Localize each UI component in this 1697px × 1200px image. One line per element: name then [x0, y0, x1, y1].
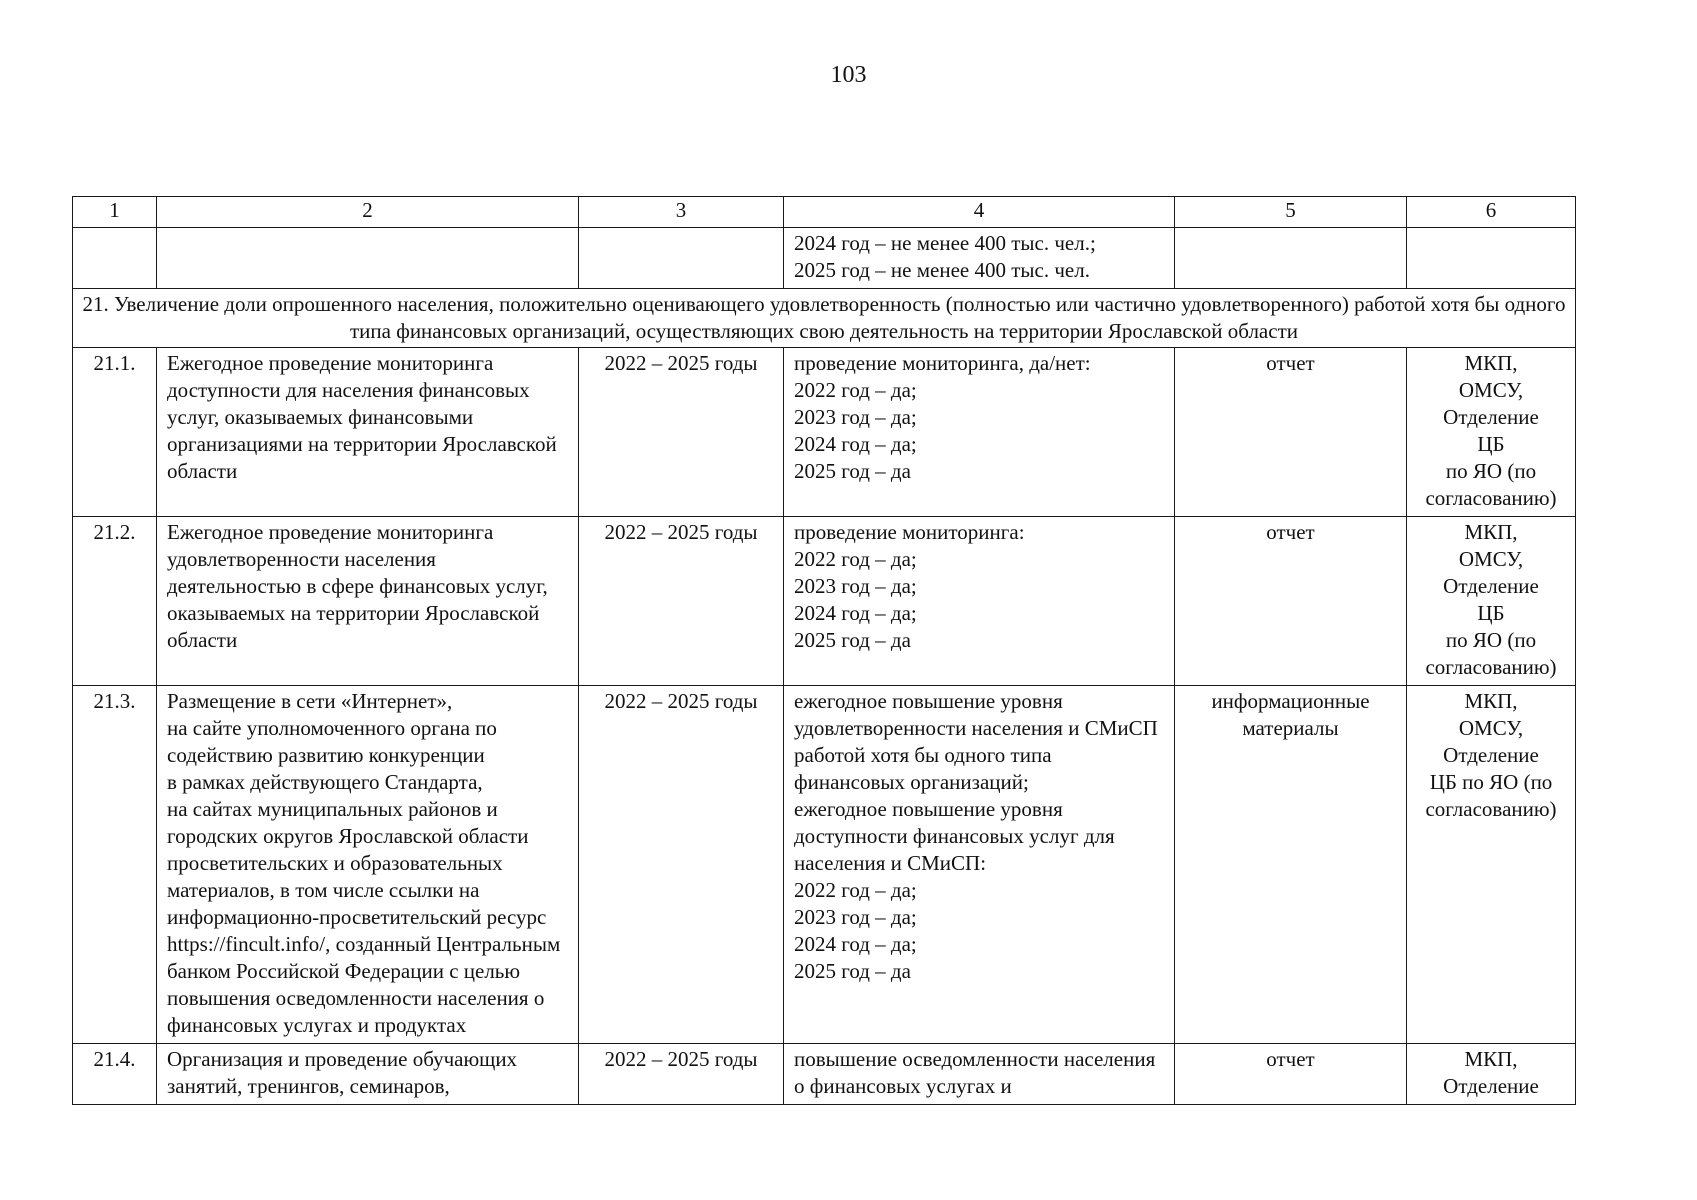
section-title: 21. Увеличение доли опрошенного населения, положительно оценивающего удовлетворенность (полностью или частично удовлетворенного) работой хотя бы одного типа финансовых организаций, осуществляющих свою деятельность на территории Ярославской области [73, 289, 1576, 348]
row-number: 21.2. [73, 517, 157, 686]
cell-indicator: 2024 год – не менее 400 тыс. чел.; 2025 год – не менее 400 тыс. чел. [784, 228, 1175, 289]
row-executors: МКП, Отделение [1407, 1044, 1576, 1105]
carry-over-row [73, 228, 1576, 289]
row-number: 21.3. [73, 686, 157, 1044]
row-activity: Ежегодное проведение мониторинга доступности для населения финансовых услуг, оказываемых финансовыми организациями на территории Ярославской области [157, 348, 579, 517]
row-period: 2022 – 2025 годы [579, 348, 784, 517]
column-number: 4 [784, 197, 1175, 228]
column-number: 2 [157, 197, 579, 228]
row-activity: Размещение в сети «Интернет», на сайте уполномоченного органа по содействию развитию конкуренции в рамках действующего Стандарта, на сайтах муниципальных районов и городских округов Ярославской области просветительских и образовательных материалов, в том числе ссылки на информационно-просветительский ресурс https://fincult.info/, созданный Центральным банком Российской Федерации с целью повышения осведомленности населения о финансовых услугах и продуктах [157, 686, 579, 1044]
table-row [73, 348, 1576, 517]
row-period: 2022 – 2025 годы [579, 517, 784, 686]
column-numbers-row [73, 197, 1576, 228]
table-row [73, 1044, 1576, 1105]
table-row [73, 517, 1576, 686]
row-number: 21.4. [73, 1044, 157, 1105]
cell-number [73, 228, 157, 289]
row-indicator: ежегодное повышение уровня удовлетворенности населения и СМиСП работой хотя бы одного типа финансовых организаций; ежегодное повышение уровня доступности финансовых услуг для населения и СМиСП: 2022 год – да; 2023 год – да; 2024 год – да; 2025 год – да [784, 686, 1175, 1044]
row-result: отчет [1175, 348, 1407, 517]
row-activity: Организация и проведение обучающих занятий, тренингов, семинаров, [157, 1044, 579, 1105]
column-number: 3 [579, 197, 784, 228]
cell-executors [1407, 228, 1576, 289]
cell-result [1175, 228, 1407, 289]
row-number: 21.1. [73, 348, 157, 517]
row-indicator: проведение мониторинга: 2022 год – да; 2023 год – да; 2024 год – да; 2025 год – да [784, 517, 1175, 686]
row-result: отчет [1175, 1044, 1407, 1105]
page-number: 103 [830, 62, 867, 88]
table-row [73, 686, 1576, 1044]
row-executors: МКП, ОМСУ, Отделение ЦБ по ЯО (по согласованию) [1407, 348, 1576, 517]
row-indicator: повышение осведомленности населения о финансовых услугах и [784, 1044, 1175, 1105]
row-executors: МКП, ОМСУ, Отделение ЦБ по ЯО (по согласованию) [1407, 517, 1576, 686]
row-result: отчет [1175, 517, 1407, 686]
row-period: 2022 – 2025 годы [579, 686, 784, 1044]
column-number: 5 [1175, 197, 1407, 228]
cell-period [579, 228, 784, 289]
row-result: информационные материалы [1175, 686, 1407, 1044]
cell-activity [157, 228, 579, 289]
row-period: 2022 – 2025 годы [579, 1044, 784, 1105]
column-number: 1 [73, 197, 157, 228]
row-executors: МКП, ОМСУ, Отделение ЦБ по ЯО (по согласованию) [1407, 686, 1576, 1044]
row-activity: Ежегодное проведение мониторинга удовлетворенности населения деятельностью в сфере финансовых услуг, оказываемых на территории Ярославской области [157, 517, 579, 686]
measures-table [72, 196, 1576, 1105]
section-row [73, 289, 1576, 348]
row-indicator: проведение мониторинга, да/нет: 2022 год – да; 2023 год – да; 2024 год – да; 2025 год – да [784, 348, 1175, 517]
column-number: 6 [1407, 197, 1576, 228]
